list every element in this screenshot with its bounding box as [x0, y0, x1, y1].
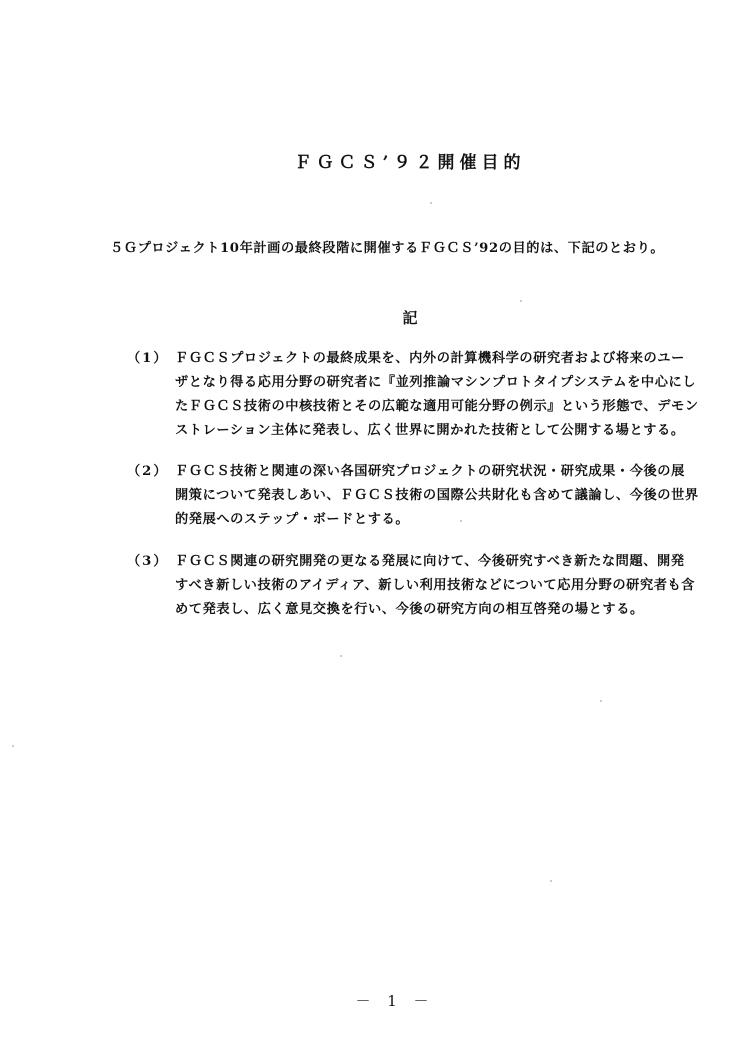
scan-speck: [12, 745, 14, 747]
scan-speck: [600, 700, 602, 702]
ki-heading: 記: [402, 309, 418, 327]
item-number: （3）: [127, 554, 169, 569]
item-line: ＦＧＣＳ関連の研究開発の更なる発展に向けて、今後研究すべき新たな問題、開発: [175, 554, 685, 569]
list-item-2: [127, 460, 699, 532]
item-line: ザとなり得る応用分野の研究者に『並列推論マシンプロトタイプシステムを中心にし: [175, 375, 697, 390]
item-number: （2）: [127, 464, 169, 479]
scan-speck: [460, 520, 462, 522]
document-title: ＦＧＣＳ’９２開催目的: [294, 153, 526, 173]
scan-speck: [550, 880, 552, 882]
item-line: すべき新しい技術のアイディア、新しい利用技術などについて応用分野の研究者も含: [175, 578, 696, 593]
intro-paragraph: ５Ｇプロジェクト10年計画の最終段階に開催するＦＧＣＳ’92の目的は、下記のとおり。: [110, 241, 665, 256]
item-number: （1）: [127, 351, 169, 366]
item-line: ＦＧＣＳ技術と関連の深い各国研究プロジェクトの研究状況・研究成果・今後の展: [175, 464, 685, 479]
scan-speck: [340, 655, 342, 657]
item-line: めて発表し、広く意見交換を行い、今後の研究方向の相互啓発の場とする。: [175, 602, 644, 617]
page-number: － 1 －: [355, 992, 435, 1010]
list-item-3: [127, 550, 696, 622]
item-line: ＦＧＣＳプロジェクトの最終成果を、内外の計算機科学の研究者および将来のユー: [175, 351, 685, 366]
scan-speck: [430, 202, 432, 204]
item-line: 開策について発表しあい、ＦＧＣＳ技術の国際公共財化も含めて議論し、今後の世界: [175, 488, 699, 503]
scan-speck: [520, 300, 522, 302]
item-line: 的発展へのステップ・ボードとする。: [175, 512, 410, 527]
item-line: ストレーション主体に発表し、広く世界に開かれた技術として公開する場とする。: [175, 423, 685, 438]
item-line: たＦＧＣＳ技術の中核技術とその広範な適用可能分野の例示』という形態で、デモン: [175, 399, 699, 414]
list-item-1: [127, 347, 699, 443]
